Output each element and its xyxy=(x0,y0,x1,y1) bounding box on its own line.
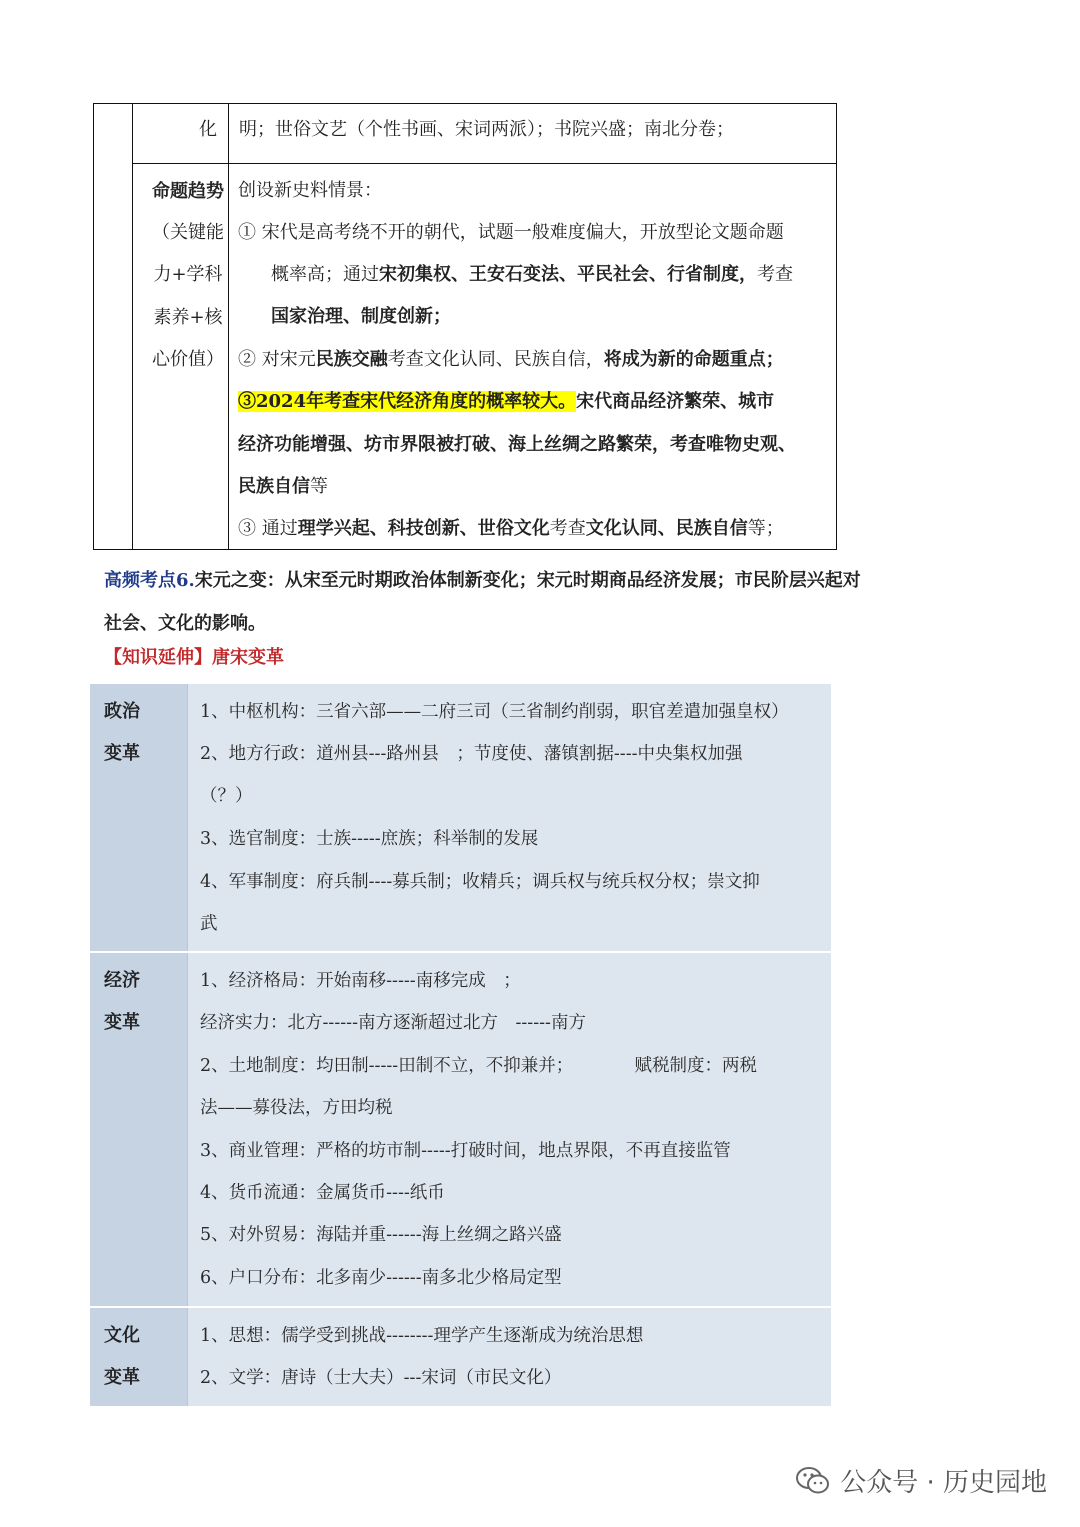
trend-label-line: （关键能 xyxy=(152,222,224,243)
trend-p1-line3: 国家治理、制度创新； xyxy=(271,306,451,327)
section-line: 3、商业管理：严格的坊市制-----打破时间，地点界限，不再直接监管 xyxy=(200,1141,731,1161)
section-line: 3、选官制度：士族-----庶族；科举制的发展 xyxy=(200,829,539,849)
key-point-text: 宋元之变：从宋至元时期政治体制新变化；宋元时期商品经济发展；市民阶层兴起对 xyxy=(194,570,861,591)
section-label: 经济 变革 xyxy=(90,953,187,1306)
trend-label-title: 命题趋势 xyxy=(152,181,224,202)
section-line: 武 xyxy=(200,914,218,934)
trend-p3-line1: ③2024年考查宋代经济角度的概率较大。宋代商品经济繁荣、城市 xyxy=(238,391,775,412)
wechat-icon xyxy=(796,1467,830,1495)
key-point-heading xyxy=(104,559,1004,645)
section-line: 经济实力：北方------南方逐渐超过北方 ------南方 xyxy=(200,1013,586,1033)
section-line: 1、经济格局：开始南移-----南移完成 ； xyxy=(200,971,521,991)
section-line: 6、户口分布：北多南少------南多北少格局定型 xyxy=(200,1268,562,1288)
trend-p4: ③ 通过理学兴起、科技创新、世俗文化考查文化认同、民族自信等； xyxy=(238,518,784,539)
section-political xyxy=(90,684,831,953)
extension-title: 【知识延伸】唐宋变革 xyxy=(104,647,284,668)
trend-label-line: 素养+核 xyxy=(153,307,223,328)
section-line: 法——募役法，方田均税 xyxy=(200,1098,393,1118)
key-point-text-cont: 社会、文化的影响。 xyxy=(104,613,266,634)
row1-label: 化 xyxy=(199,119,217,140)
trend-label-line: 心价值） xyxy=(152,349,224,370)
section-line: 2、文学：唐诗（士大夫）---宋词（市民文化） xyxy=(200,1368,562,1388)
section-line: 2、土地制度：均田制-----田制不立，不抑兼并； 赋税制度：两税 xyxy=(200,1056,757,1076)
section-line: 5、对外贸易：海陆并重------海上丝绸之路兴盛 xyxy=(200,1225,562,1245)
section-body xyxy=(187,953,831,1306)
trend-label-line: 力+学科 xyxy=(153,264,223,285)
trend-p3-line2: 经济功能增强、坊市界限被打破、海上丝绸之路繁荣，考查唯物史观、 xyxy=(238,434,796,455)
section-economic xyxy=(90,953,831,1308)
trend-p2: ② 对宋元民族交融考查文化认同、民族自信，将成为新的命题重点； xyxy=(238,349,784,370)
section-line: 4、货币流通：金属货币----纸币 xyxy=(200,1183,445,1203)
section-line: 1、中枢机构：三省六部——二府三司（三省制约削弱，职官差遣加强皇权） xyxy=(200,702,789,722)
trend-row xyxy=(93,103,837,550)
trend-p3-line3: 民族自信等 xyxy=(238,476,328,497)
section-cultural xyxy=(90,1308,831,1406)
section-line: 4、军事制度：府兵制----募兵制；收精兵；调兵权与统兵权分权；崇文抑 xyxy=(200,872,760,892)
trend-p1-line1: ① 宋代是高考绕不开的朝代，试题一般难度偏大，开放型论文题命题 xyxy=(238,222,784,243)
highlight-text: ③2024年考查宋代经济角度的概率较大。 xyxy=(238,391,577,412)
section-label: 文化 变革 xyxy=(90,1308,187,1406)
section-line: 1、思想：儒学受到挑战--------理学产生逐渐成为统治思想 xyxy=(200,1326,644,1346)
tang-song-reform-table xyxy=(90,684,831,1406)
trend-p1-line2: 概率高；通过宋初集权、王安石变法、平民社会、行省制度，考查 xyxy=(271,264,793,285)
trend-intro: 创设新史料情景： xyxy=(238,180,382,201)
key-point-number: 6. xyxy=(176,570,195,591)
watermark xyxy=(796,1462,1047,1499)
section-line: 2、地方行政：道州县---路州县 ；节度使、藩镇割据----中央集权加强 xyxy=(200,744,743,764)
watermark-text: 公众号 · 历史园地 xyxy=(840,1468,1047,1498)
row1-content: 明；世俗文艺（个性书画、宋词两派）；书院兴盛；南北分卷； xyxy=(239,119,734,140)
section-label: 政治 变革 xyxy=(90,684,187,951)
section-line: （？） xyxy=(200,786,253,806)
key-point-prefix: 高频考点 xyxy=(104,570,176,591)
